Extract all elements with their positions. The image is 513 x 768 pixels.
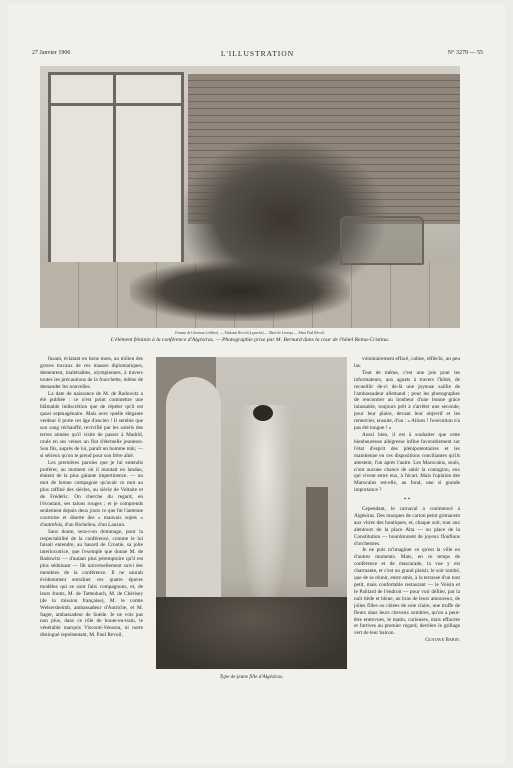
top-photo-caption: L'élément féminin à la conférence d'Algésiras. — Photographie prise par M. Bernard dans la cour de l'hôtel Reina-Cristina. xyxy=(110,337,390,343)
photo-women-group xyxy=(40,66,460,328)
paragraph: Les premières paroles que je lui entendis proférer, au moment où il montait en landau, étaient de la plus galante impertinence. — un mot de bonne compagnie qu'avait ce mot au plus raffiné des siècles, au siècle de Voltaire et de Frédéric. On cherche du regard, en l'écoutant, ses talons rouges ; et je comprends seulement depuis deux jours ce que fut l'antenne courtoise et diserte des « mauvais sujets » d'autrefois, d'un Richelieu, d'un Lauzun. xyxy=(40,459,143,528)
archway xyxy=(166,377,221,597)
paragraph: fusant, éclatant en bons mots, au milieu des graves travaux de ces masses diplomatiques, demeurent, inaltérables, olympiennes, à travers toutes les précautions de la fourchette, même de demander les nouvelles. xyxy=(40,356,143,390)
author-signature: Gustave Babin. xyxy=(425,637,460,644)
french-window xyxy=(48,72,184,268)
stone-pillar xyxy=(306,487,328,587)
paragraph: Je ne puis m'imaginer ce qu'est la ville en d'autres moments. Mais, en ce temps de conférence et de mascarade, la vue y est charmante, et c'est un grand plaisir, le soir tombé, que de se réunir, entre amis, à la terrasse d'un tout petit, mais confortable restaurant — le Voisin et le Paillard de l'endroit — pour voir défiler, par la nuit tiède et bleue, au bras de leurs amoureux, de jolies filles ou chiées de soie claire, une truffe de fleurs dans leurs cheveux sombres, qu'on a peut-être entrevues, le matin, curieuses, mais effacées et furtives au premier regard, derrière le grillage vert de leur balcon. xyxy=(354,547,460,637)
issue-date: 27 Janvier 1906 xyxy=(32,50,71,56)
page-number: N° 3279 — 55 xyxy=(447,50,483,56)
paragraph: Aussi bien, il est à souhaiter que cette bienheureuse allégresse influe favorablement sur l'état d'esprit des plénipotentiaires et les maintienne en ces dispositions conciliantes qu'ils attestent, l'un après l'autre. Les Marocains, seuls, n'ont aucune chance de subir la contagion, eux qui vivent entre eux, à l'écart. Mais l'opinion des Marocains est-elle, au fond, une si grande importance ? xyxy=(354,431,460,494)
paragraph: Sans doute, sera-t-on dommage, pour la respectabilité de la conférence, comme le lui faisait entendre, au hasard de Croatie, sa jolie interlocutrice, que l'exemple que donne M. de Radowitz — d'autant plus péremptoire qu'il est plus séduisant — fût universellement suivi des membres de la conférence. Il ne saurait évidemment entraîner ces quatre épaves modèles qui se sont faits compagnons, et, de leurs fronts, M. de Tattenbach, M. de Chérisey (de la mission française), M. le comte Welsersheimb, ambassadeur d'Autriche, et M. Sager, ambassadeur de Suède. Je ne vois pas non plus, dans ce rôle de boute-en-train, le vénérable marquis Visconti-Venosta, ni notre distingué représentant, M. Paul Revoil, xyxy=(40,528,143,639)
paragraph: volontairement effacé, calme, réfléchi, un peu las. xyxy=(354,356,460,369)
potted-plants xyxy=(130,261,350,321)
right-text-column xyxy=(354,356,460,712)
paragraph: Cependant, le carnaval a commencé à Algésiras. Des masques de carton peint grimacent aux vitres des boutiques, et, chaque soir, tout aux alentours de la place Alta — ou place de la Constitution — bourdonnent de joyeux flonflons d'orchestres. xyxy=(354,506,460,547)
left-text-column xyxy=(40,356,143,712)
woman-figure xyxy=(238,405,292,615)
photo-young-woman xyxy=(156,357,347,669)
middle-photo-caption: Type de jeune fille d'Algésiras. xyxy=(219,674,284,680)
ground-shadow xyxy=(156,597,347,669)
page-header xyxy=(32,50,483,60)
woman-hair xyxy=(253,405,273,421)
paragraph: La date de naissance de M. de Radowitz a été publiée : ce n'est point commettre une blâmable indiscrétion que de répéter qu'il est quasi septuagénaire. Mais avec quelle élégante verdeur il porte cet âge d'ancien ! Il semble que son sang réchauffé, revivifié par les soleils des terres aimées qu'il visite de passer à Madrid, roule en ses veines un flot d'éternelle jeunesse. Son fils, auprès de lui, paraît un homme mûr, — si sérieux qu'on le prend pour son frère aîné. xyxy=(40,390,143,459)
wicker-bench xyxy=(340,216,424,265)
photo-credit-line: Femme de Liberteur (célèbre). — Madame Révoil (à gauche) — Mme de Lesseps — Mme Paul Révoil. xyxy=(175,331,325,335)
publication-title: L'ILLUSTRATION xyxy=(220,49,295,58)
section-separator: * * xyxy=(403,497,411,504)
paragraph: Tout de même, c'est une joie pour les informateurs, aux aguets à travers l'hôtel, de recueillir de-ci de-là une joyeuse saillie de l'ambassadeur allemand ; pour les photographes de rencontrer au bonheur d'une bonne grâce inlassable, toujours prêt à s'arrêter une seconde, pour leur plaire, devant leur objectif et les remercier, ensuite, d'un : « Allons ! l'exécution n'a pas été longue ! » xyxy=(354,369,460,432)
